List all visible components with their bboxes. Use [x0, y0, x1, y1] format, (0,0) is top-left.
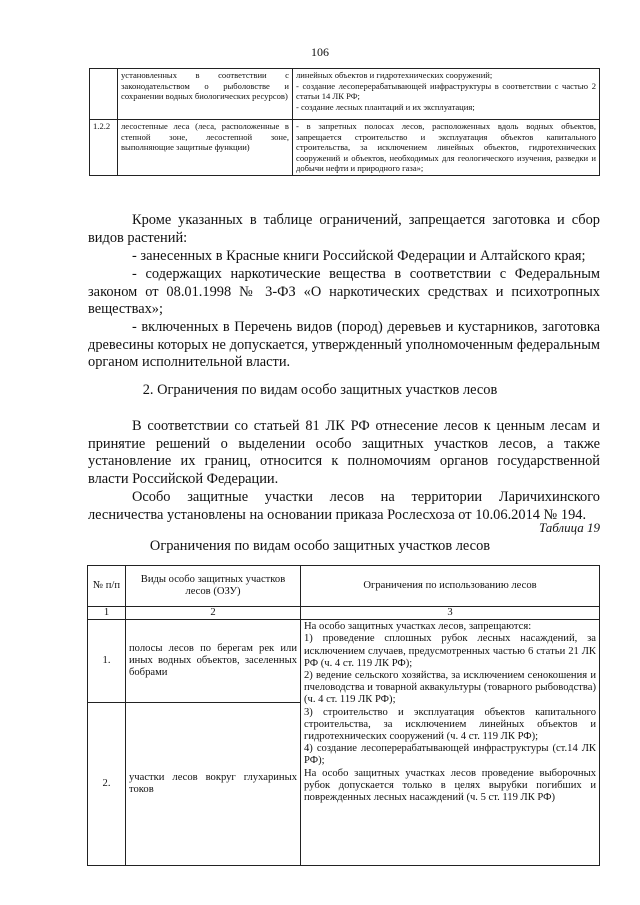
- row-number: [90, 69, 118, 120]
- restriction-line: - создание лесоперерабатывающей инфраструктуры в соответствии с частью 2 статьи 14 ЛК РФ;: [296, 80, 596, 102]
- table-row: [90, 69, 600, 120]
- table-label: Таблица 19: [538, 520, 600, 535]
- page-number: 106: [311, 45, 329, 59]
- restriction-line: 1) проведение сплошных рубок лесных насаждений, за исключением случаев, предусмотренных частью 6 статьи 21 ЛК РФ (ч. 4 ст. 119 ЛК РФ);: [304, 633, 596, 669]
- header-type: Виды особо защитных участков лесов (ОЗУ): [126, 566, 301, 607]
- list-item-narcotic: - содержащих наркотические вещества в соответствии с Федеральным законом от 08.01.1998 № 3-ФЗ «О наркотических средствах и психотропных веществах»;: [88, 266, 600, 318]
- paragraph-article-81: В соответствии со статьей 81 ЛК РФ отнесение лесов к ценным лесам и принятие решений о выделении особо защитных участков лесов, а также установление их границ, относится к полномочиям органов государственной власти Российской Федерации.: [88, 418, 600, 487]
- ozu-type: полосы лесов по берегам рек или иных водных объектов, заселенных бобрами: [126, 620, 301, 703]
- section-title: 2. Ограничения по видам особо защитных участков лесов: [142, 382, 498, 398]
- restriction-line: 3) строительство и эксплуатация объектов капитального строительства, за исключением линейных объектов и гидротехнических сооружений (ч. 4 ст. 119 ЛК РФ);: [304, 706, 596, 743]
- restriction-line: 4) создание лесоперерабатывающей инфраструктуры (ст.14 ЛК РФ);: [304, 743, 596, 767]
- forest-category: установленных в соответствии с законодательством о рыболовстве и сохранении водных биологических ресурсов): [118, 69, 293, 120]
- table-title: Ограничения по видам особо защитных участков лесов: [149, 538, 491, 554]
- list-item-red-book: - занесенных в Красные книги Российской Федерации и Алтайского края;: [132, 248, 586, 264]
- restrictions-cell: [293, 69, 600, 120]
- restriction-line: - создание лесных плантаций и их эксплуатация;: [296, 101, 475, 112]
- table-index-row: [88, 607, 600, 620]
- row-number: 1.2.2: [90, 120, 118, 176]
- ozu-type: участки лесов вокруг глухариных токов: [126, 703, 301, 866]
- column-index: 2: [126, 607, 301, 620]
- header-num: № п/п: [88, 566, 126, 607]
- list-item-prohibited-species: - включенных в Перечень видов (пород) деревьев и кустарников, заготовка древесины которых не допускается, утвержденный уполномоченным федеральным органом исполнительной власти.: [88, 319, 600, 371]
- restrictions-cell: [293, 120, 600, 176]
- table-row: [88, 620, 600, 703]
- column-index: 3: [301, 607, 600, 620]
- restriction-line: 2) ведение сельского хозяйства, за исключением сенокошения и пчеловодства и товарной аквакультуры (товарного рыбоводства) (ч. 4 ст. 119 ЛК РФ);: [304, 670, 596, 706]
- restrictions-cell: [301, 620, 600, 866]
- column-index: 1: [88, 607, 126, 620]
- table-header-row: [88, 566, 600, 607]
- row-number: 1.: [88, 620, 126, 703]
- row-number: 2.: [88, 703, 126, 866]
- forest-category: лесостепные леса (леса, расположенные в степной зоне, лесостепной зоне, выполняющие защитные функции): [118, 120, 293, 176]
- restriction-line: На особо защитных участках лесов, запрещаются:: [304, 621, 532, 633]
- header-restrictions: Ограничения по использованию лесов: [301, 566, 600, 607]
- protected-areas-table: [87, 565, 600, 866]
- restriction-line: линейных объектов и гидротехнических сооружений;: [296, 70, 493, 80]
- paragraph-intro: Кроме указанных в таблице ограничений, запрещается заготовка и сбор видов растений:: [88, 212, 600, 246]
- restriction-line: - в запретных полосах лесов, расположенных вдоль водных объектов, запрещается строительство и эксплуатация объектов капитального строительства, за исключением линейных объектов, гидротехнических сооружений и объектов, необходимых для геологического изучения, разведки и добычи нефти и природного газа»;: [296, 121, 596, 174]
- continuation-table: [89, 68, 600, 176]
- restriction-line: На особо защитных участках лесов проведение выборочных рубок допускается только в целях вырубки погибших и поврежденных лесных насаждений (ч. 5 ст. 119 ЛК РФ): [304, 767, 596, 804]
- paragraph-order: Особо защитные участки лесов на территории Ларичихинского лесничества установлены на основании приказа Рослесхоза от 10.06.2014 № 194.: [88, 489, 600, 523]
- table-row: [90, 120, 600, 176]
